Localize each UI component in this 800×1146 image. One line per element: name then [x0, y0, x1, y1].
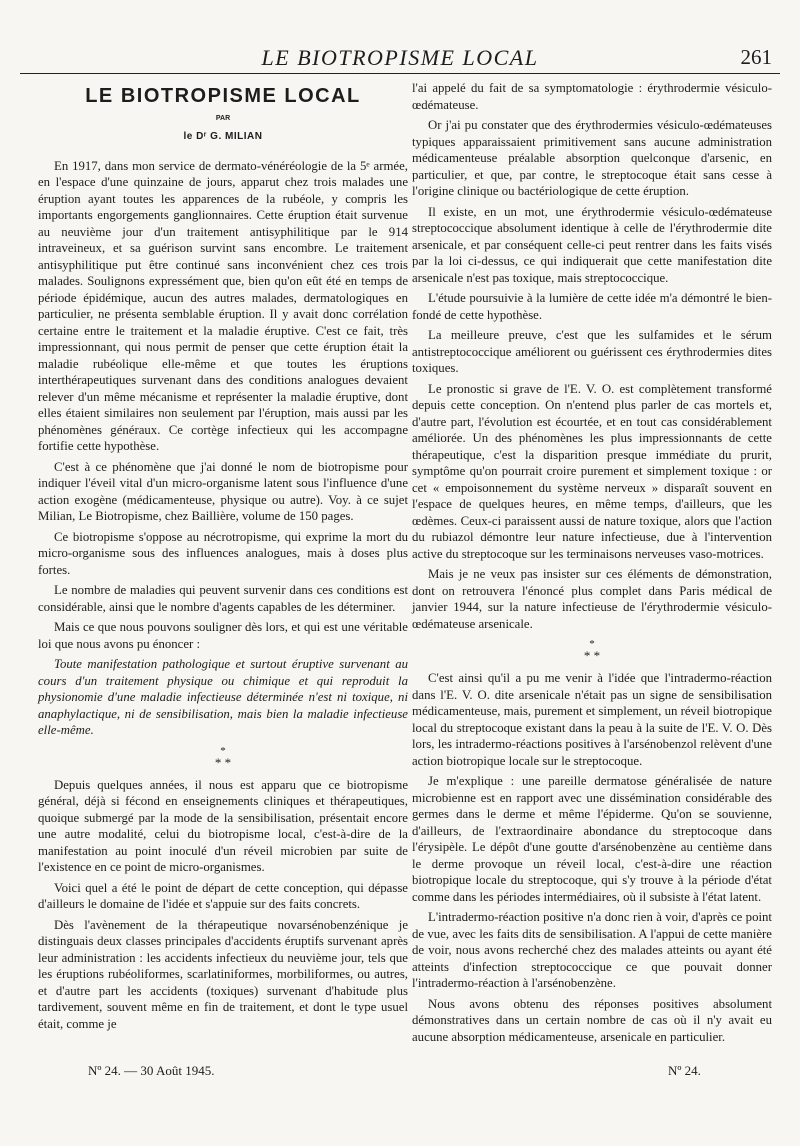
running-title: LE BIOTROPISME LOCAL [261, 45, 539, 70]
asterism [412, 638, 772, 662]
running-head [20, 40, 780, 74]
paragraph: C'est ainsi qu'il a pu me venir à l'idée que l'intradermo-réaction dans l'E. V. O. dite arsenicale n'était pas un signe de sensibilisation médicamenteuse, mais, purement et simplement, un réveil biotropique local du streptocoque existant dans la peau à la suite de l'E. V. O. Dès lors, les intradermo-réactions positives à l'arsénobenzol relèvent d'une action biotropique locale sur le streptocoque. [412, 671, 772, 768]
paragraph: l'ai appelé du fait de sa symptomatologie : érythrodermie vésiculo-œdémateuse. [412, 81, 772, 112]
paragraph: Nous avons obtenu des réponses positives absolument démonstratives dans un certain nombre de cas où il n'y avait eu aucune absorption médicamenteuse, arsenicale en particulier. [412, 996, 772, 1044]
paragraph: Voici quel a été le point de départ de cette conception, qui dépasse d'ailleurs le domaine de l'idée et s'appuie sur des faits concrets. [38, 880, 408, 911]
paragraph: Or j'ai pu constater que des érythrodermies vésiculo-œdémateuses typiques apparaissaient primitivement sans aucune administration médicamenteuse préalable absorption quelconque d'arsenic, en particulier, et que, par contre, le streptocoque était sans cesse à l'origine clinique ou bactériologique de cette éruption. [412, 118, 772, 198]
paragraph: Mais je ne veux pas insister sur ces éléments de démonstration, dont on retrouvera l'énoncé plus complet dans Paris médical de janvier 1944, sur la nature infectieuse de l'érythrodermie vésiculo-œdémateuse arsenicale. [412, 567, 772, 631]
paragraph: En 1917, dans mon service de dermato-vénéréologie de la 5ᵉ armée, en l'espace d'une quinzaine de jours, apparut chez trois malades une éruption ayant toutes les apparences de la rubéole, y compris les importants engorgements ganglionnaires. Cette éruption était survenue au neuvième jour d'un traitement antisyphilitique par le 914 intraveineux, et sa guérison survint sans encombre. Le traitement antisyphilitique put être continué sans inconvénient chez ces trois malades. Soulignons expressément que, bien qu'on eût été en temps de période épidémique, aucun des autres malades, dermatologiques en particulier, ne présenta semblable éruption. Il y avait donc corrélation certaine entre le traitement et la maladie éruptive. C'est ce fait, très impressionnant, qui nous permit de penser que cette éruption était la maladie rubéolique elle-même et que toutes les éruptions interthérapeutiques survenant dans des conditions analogues devaient relever d'un même mécanisme et représenter la maladie éruptive, dont elles étaient similaires non seulement par l'éruption, mais aussi par les phénomènes généraux. Ce cortège infectieux qui les accompagne fortifie cette hypothèse. [38, 158, 408, 453]
paragraph: Ce biotropisme s'oppose au nécrotropisme, qui exprime la mort du micro-organisme sous des influences analogues, mais à doses plus fortes. [38, 529, 408, 577]
paragraph: Je m'explique : une pareille dermatose généralisée de nature microbienne est en rapport avec une dissémination considérable des germes dans le derme et même l'épiderme. Qu'on se souvienne, d'ailleurs, de l'extraordinaire abondance du streptocoque dans l'érysipèle. Le dépôt d'une goutte d'arsénobenzène au centième dans le derme provoque un réveil local, c'est-à-dire une réaction biotropique locale du streptocoque, qui s'y trouve à la période d'état comme dans les périodes intermédiaires, où il subsiste à l'état latent. [412, 774, 772, 904]
article-title: LE BIOTROPISME LOCAL [85, 85, 361, 107]
byline-author: le Dʳ G. MILIAN [183, 131, 263, 142]
footer-issue-date: Nº 24. — 30 Août 1945. [88, 1063, 215, 1078]
law-quote: Toute manifestation pathologique et surtout éruptive survenant au cours d'un traitement physique ou chimique et qui reproduit la physionomie d'une maladie infectieuse déterminée n'est ni toxique, ni anaphylactique, ni de sensibilisation, mais bien la maladie infectieuse elle-même. [38, 657, 408, 737]
paragraph: C'est à ce phénomène que j'ai donné le nom de biotropisme pour indiquer l'éveil vital d'un micro-organisme latent sous l'influence d'une action exogène (médicamenteuse, physique ou autre). Voy. à ce sujet Milian, Le Biotropisme, chez Baillière, volume de 150 pages. [38, 459, 408, 523]
paragraph: L'étude poursuivie à la lumière de cette idée m'a démontré le bien-fondé de cette hypothèse. [412, 291, 772, 322]
asterism-top: * [220, 744, 226, 757]
paragraph: Dès l'avènement de la thérapeutique novarsénobenzénique je distinguais deux classes principales d'accidents éruptifs survenant après leur administration : les accidents infectieux du neuvième jour, tels que les éruptions rubéoliformes, scarlatiniformes, morbiliformes, ou autres, et d'autre part les accidents (toxiques) survenant d'habitude plus tardivement, souvent même en fin de traitement, et dont le type usuel était, comme je [38, 917, 408, 1031]
paragraph: La meilleure preuve, c'est que les sulfamides et le sérum antistreptococcique améliorent ou guérissent ces érythrodermies dites toxiques. [412, 328, 772, 375]
right-column [412, 80, 772, 1049]
page-number: 261 [740, 45, 772, 69]
paragraph: Le pronostic si grave de l'E. V. O. est complètement transformé depuis cette conception. On n'entend plus parler de cas mortels et, d'autre part, l'évolution est écourtée, et en tout cas considérablement améliorée. Un des phénomènes les plus impressionnants de cette thérapeutique, c'est la disparition presque immédiate du prurit, symptôme qu'on pourrait croire purement et simplement toxique : or cet « empoisonnement du système nerveux » disparaît souvent en l'espace de quelques heures, en même temps, d'ailleurs, que les œdèmes. Ceux-ci paraissent aussi de nature toxique, alors que l'action du rubiazol démontre leur nature infectieuse, due à l'intervention active du streptocoque sur les terminaisons nerveuses vaso-motrices. [412, 381, 772, 561]
asterism-bottom: * * [583, 648, 601, 663]
byline-par: PAR [215, 114, 231, 122]
asterism-top: * [589, 638, 595, 650]
paragraph: L'intradermo-réaction positive n'a donc rien à voir, d'après ce point de vue, avec les faits dits de sensibilisation. A l'appui de cette manière de voir, nous avons recherché chez des malades atteints ou ayant été atteints d'infection streptococcique ce que pouvait donner l'intradermo-réaction à l'arsénobenzène. [412, 910, 772, 990]
asterism-bottom: * * [214, 754, 232, 770]
footer-issue-number: Nº 24. [668, 1063, 701, 1078]
paragraph: Mais ce que nous pouvons souligner dès lors, et qui est une véritable loi que nous avons pu énoncer : [38, 620, 408, 651]
left-column [38, 84, 408, 1036]
paragraph: Le nombre de maladies qui peuvent survenir dans ces conditions est considérable, ainsi que le nombre d'agents capables de les déterminer. [38, 583, 408, 614]
paragraph: Il existe, en un mot, une érythrodermie vésiculo-œdémateuse streptococcique absolument identique à celle de l'érythrodermie dite arsenicale, et par conséquent celle-ci peut rentrer dans les faits visés par la loi ci-dessus, ce qui indiquerait que cette manifestation dite arsenicale n'est pas toxique, mais streptococcique. [412, 204, 772, 285]
asterism [38, 745, 408, 769]
paragraph: Depuis quelques années, il nous est apparu que ce biotropisme général, déjà si fécond en enseignements cliniques et thérapeutiques, quoique submergé par la mode de la sensibilisation, présentait encore une autre modalité, celui du biotropisme local, c'est-à-dire de la manifestation au point inoculé d'un réveil microbien par suite de l'existence en ce point de micro-organismes. [38, 777, 408, 874]
